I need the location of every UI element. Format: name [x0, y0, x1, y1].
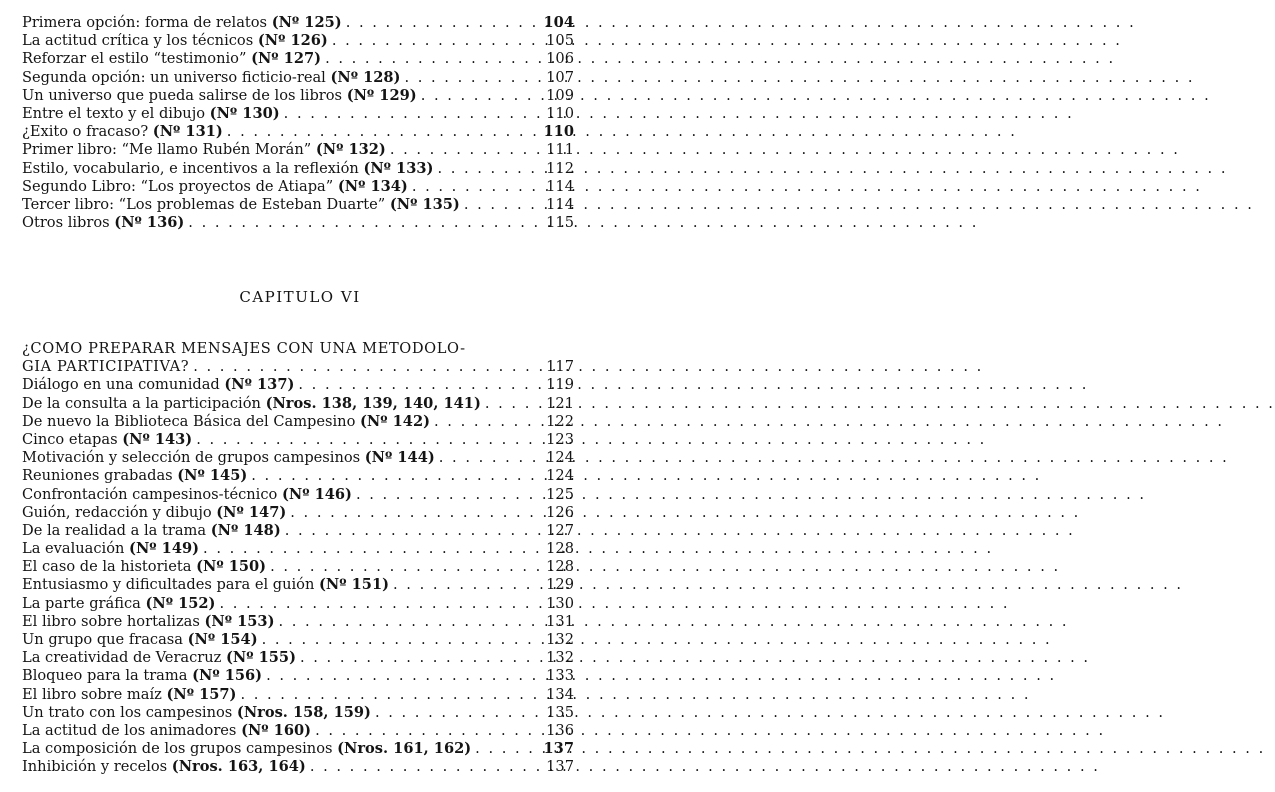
toc-entry: ¿Exito o fracaso? (Nº 131) . . . 110 [22, 123, 574, 141]
toc-entry: Diálogo en una comunidad (Nº 137) . . . 119 [22, 376, 574, 394]
toc-entry: Reuniones grabadas (Nº 145) . . . 124 [22, 467, 574, 485]
toc-entry: Motivación y selección de grupos campesinos (Nº 144) . . . 124 [22, 449, 574, 467]
toc-entry: Guión, redacción y dibujo (Nº 147) . . . 126 [22, 504, 574, 522]
toc-page-number: 110 [546, 104, 574, 122]
toc-entry: Cinco etapas (Nº 143) . . . 123 [22, 431, 574, 449]
toc-page-number: 105 [546, 32, 574, 50]
toc-entry: Entusiasmo y dificultades para el guión (Nº 151) . . . 129 [22, 576, 574, 594]
toc-page-number: 132 [546, 649, 574, 667]
toc-page-number: 131 [546, 612, 574, 630]
toc-entry: De nuevo la Biblioteca Básica del Campesino (Nº 142) . . . 122 [22, 413, 574, 431]
toc-entry: La actitud de los animadores (Nº 160) . . . 136 [22, 722, 574, 740]
toc-page-number: 128 [546, 540, 574, 558]
toc-page-number: 128 [546, 558, 574, 576]
toc-page-number: 127 [546, 521, 574, 539]
toc-page-number: 111 [546, 141, 574, 159]
toc-page-number: 110 [543, 123, 574, 141]
toc-entry: De la consulta a la participación (Nros. 138, 139, 140, 141) . . . 121 [22, 395, 574, 413]
toc-page-number: 132 [546, 631, 574, 648]
toc-page-number: 109 [546, 86, 574, 104]
toc-page-number: 130 [546, 594, 574, 612]
toc-page-number: 137 [543, 740, 574, 758]
toc-page-number: 133 [546, 667, 574, 685]
toc-entry: El libro sobre maíz (Nº 157) . . . 134 [22, 686, 574, 704]
toc-entry: El libro sobre hortalizas (Nº 153) . . . 131 [22, 613, 574, 631]
toc-page-number: 107 [546, 68, 574, 86]
toc-entry: Un grupo que fracasa (Nº 154) . . . 132 [22, 631, 574, 649]
toc-page-number: 121 [546, 394, 574, 412]
toc-page-number: 137 [546, 758, 574, 776]
toc-page-number: 134 [546, 685, 574, 703]
toc-entry: La parte gráfica (Nº 152) . . . 130 [22, 595, 574, 613]
toc-entry: Bloqueo para la trama (Nº 156) . . . 133 [22, 667, 574, 685]
toc-entry: Inhibición y recelos (Nros. 163, 164) . . . 137 [22, 758, 574, 776]
toc-page-number: 136 [546, 721, 574, 739]
toc-entry: Otros libros (Nº 136) . . . 115 [22, 214, 574, 232]
toc-page-number: 117 [546, 358, 574, 376]
section-heading-entry: GIA PARTICIPATIVA? . . . 117 [22, 358, 574, 376]
toc-list-lower [22, 340, 574, 777]
toc-page-number: 129 [546, 576, 574, 594]
toc-page-number: 124 [546, 449, 574, 467]
toc-page-number: 112 [546, 159, 574, 177]
toc-entry: Un trato con los campesinos (Nros. 158, 159) . . . 135 [22, 704, 574, 722]
toc-entry: Reforzar el estilo “testimonio” (Nº 127) . . . 106 [22, 50, 574, 68]
toc-list-upper [22, 14, 574, 232]
toc-entry: El caso de la historieta (Nº 150) . . . 128 [22, 558, 574, 576]
toc-entry: Entre el texto y el dibujo (Nº 130) . . . 110 [22, 105, 574, 123]
toc-entry: La composición de los grupos campesinos (Nros. 161, 162) . . . 137 [22, 740, 574, 758]
toc-page-number: 106 [546, 50, 574, 68]
toc-page-number: 125 [546, 485, 574, 503]
toc-page-number: 115 [546, 214, 574, 232]
toc-entry: La evaluación (Nº 149) . . . 128 [22, 540, 574, 558]
toc-entry: Un universo que pueda salirse de los libros (Nº 129) . . . 109 [22, 87, 574, 105]
toc-entry: La creatividad de Veracruz (Nº 155) . . . 132 [22, 649, 574, 667]
toc-entry: Primera opción: forma de relatos (Nº 125) . . . 104 [22, 14, 574, 32]
toc-entry: La actitud crítica y los técnicos (Nº 126) . . . 105 [22, 32, 574, 50]
toc-page-number: 123 [546, 430, 574, 448]
section-heading-line: ¿COMO PREPARAR MENSAJES CON UNA METODOLO- [22, 340, 466, 357]
toc-entry: De la realidad a la trama (Nº 148) . . . 127 [22, 522, 574, 540]
toc-page-number: 124 [546, 467, 574, 485]
toc-page-number: 122 [546, 412, 574, 430]
toc-entry: Segunda opción: un universo ficticio-real (Nº 128) . . . 107 [22, 69, 574, 87]
toc-page-number: 114 [546, 195, 574, 213]
toc-entry: Estilo, vocabulario, e incentivos a la reflexión (Nº 133) . . . 112 [22, 160, 574, 178]
toc-entry: Tercer libro: “Los problemas de Esteban Duarte” (Nº 135) . . . 114 [22, 196, 574, 214]
toc-entry: Confrontación campesinos-técnico (Nº 146) . . . 125 [22, 486, 574, 504]
toc-page-number: 114 [546, 177, 574, 195]
toc-page-number: 135 [546, 703, 574, 721]
toc-page-number: 126 [546, 503, 574, 521]
toc-entry: Primer libro: “Me llamo Rubén Morán” (Nº 132) . . . 111 [22, 141, 574, 159]
document-page [0, 0, 600, 792]
toc-page-number: 104 [543, 14, 574, 31]
toc-page-number: 119 [546, 376, 574, 394]
toc-entry: Segundo Libro: “Los proyectos de Atiapa” (Nº 134) . . . 114 [22, 178, 574, 196]
chapter-title: CAPITULO VI [239, 288, 361, 306]
